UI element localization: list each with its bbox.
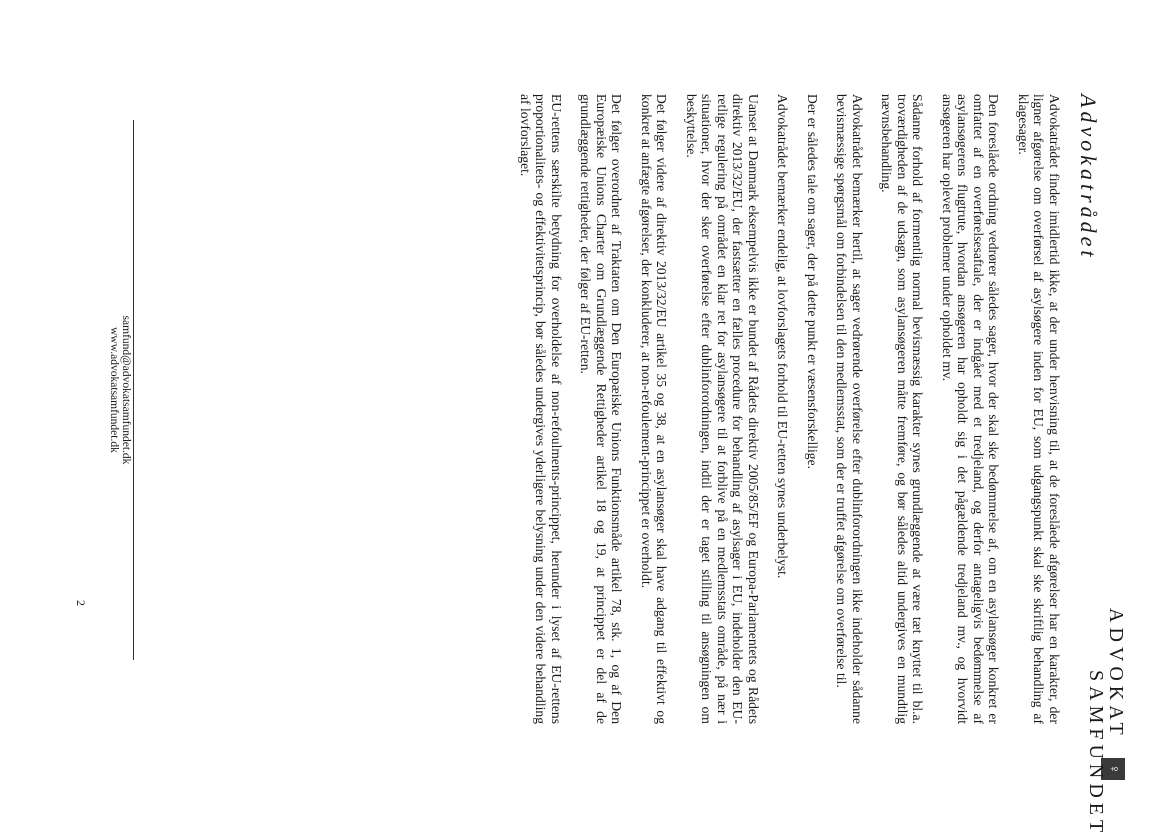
footer-divider: [133, 120, 134, 660]
body-paragraph: Det følger overordnet af Traktaten om Den Europæiske Unions Funktionsmåde artikel 78, stk. 1, og af Den Europæiske Unions Charter om Grundlæggende Rettigheder artikel 18 og 19, at princippet er del af de grundlæggende rettigheder, der følger af EU-retten.: [578, 94, 625, 724]
body-paragraph: Sådanne forhold af formentlig normal bevismæssig karakter synes grundlæggende at være tæt knyttet til bl.a. troværdigheden af de udsagn, som asylansøgeren måtte fremføre, og bør således altid undergives en mundtlig nævnsbehandling.: [879, 94, 926, 724]
footer-email: samfund@advokatsamfundet.dk: [120, 315, 132, 465]
logo-line-samfundet: SAMFUNDET: [1085, 670, 1107, 837]
body-paragraph: Der er således tale om sager, der på dette punkt er væsensforskellige.: [805, 94, 820, 470]
body-paragraph: Advokatrådet bemærker hertil, at sager vedrørende overførelse efter dublinforordningen ikke indeholder sådanne bevismæssige spørgsmål om forbindelsen til den medlemsstat, som der er truffet afgørelse om overførelse til.: [834, 94, 865, 724]
body-paragraph: Den foreslåede ordning vedrører således sager, hvor der skal ske bedømmelse af, om en asylansøger konkret er omfattet af en overførelsesaftale, der er indgået med et tredjeland, og derfor antageligvis bedømmelse af asylansøgerens flugtrute, hvordan ansøgeren har opholdt sig i det pågældende tredjeland mv., og hvorvidt ansøgeren har oplevet problemer under opholdet mv.: [940, 94, 1002, 724]
document-body: [504, 94, 1063, 724]
page-number: 2: [74, 600, 88, 606]
advokatraadet-script-title: Advokatrådet: [1076, 94, 1101, 261]
body-paragraph: Advokatrådet finder imidlertid ikke, at der under henvisning til, at de foreslåede afgørelser har en karakter, der ligner afgørelse om overførsel af asylsøgere inden for EU, som udgangspunkt skal ske skriftlig behandling af klagesager.: [1016, 94, 1062, 724]
footer: [108, 120, 132, 660]
footer-website: www.advokatsamfundet.dk: [108, 327, 120, 453]
body-paragraph: Uanset at Danmark eksempelvis ikke er bundet af Rådets direktiv 2005/85/EF og Europa-Parlamentets og Rådets direktiv 2013/32/EU, der fastsætter en fælles procedure for behandling af asylsager i EU, indeholder den EU-retlige regulering på området en klar ret for asylansøgere til at forblive på en medlemsstats område, på nær i situationer, hvor der sker overførelse efter dublinforordningen, indtil der er taget stilling til ansøgningen om beskyttelse.: [684, 94, 761, 724]
advokatsamfundet-logo: [1085, 608, 1127, 837]
logo-line-advokat: ADVOKAT: [1105, 608, 1127, 740]
figure-logo-icon: ♀: [1101, 758, 1125, 780]
body-paragraph: Det følger videre af direktiv 2013/32/EU artikel 35 og 38, at en asylansøger skal have adgang til effektivt og konkret at anfægte afgørelser, der konkluderer, at non-refoulement-princippet er overholdt.: [639, 94, 670, 724]
body-paragraph: EU-rettens særskilte betydning for overholdelse af non-refoulments-princippet, herunder i lyset af EU-rettens proportionalitets- og effektivitetsprincip, bør således undergives yderligere belysning under den videre behandling af lovforslaget.: [518, 94, 564, 724]
body-paragraph: Advokatrådet bemærker endelig, at lovforslagets forhold til EU-retten synes underbelyst.: [775, 94, 791, 579]
